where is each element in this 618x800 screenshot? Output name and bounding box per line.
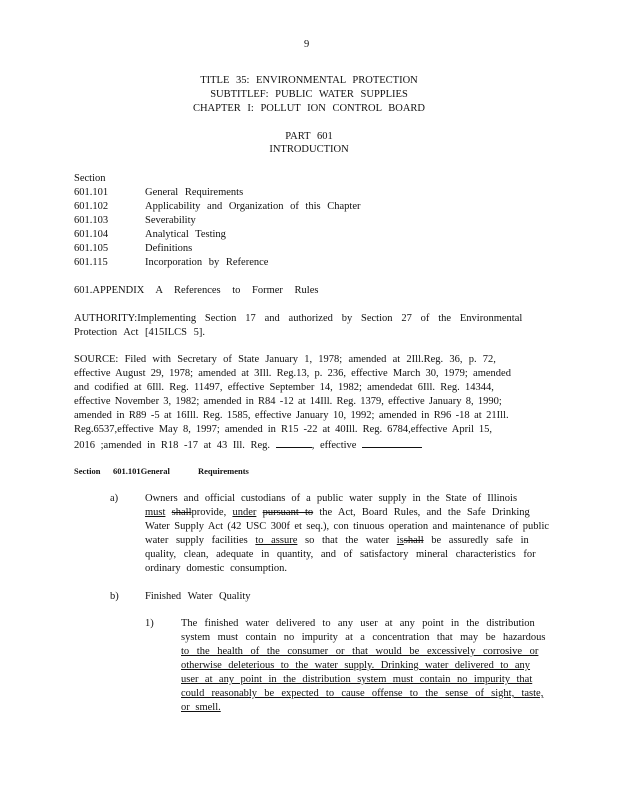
authority-line: AUTHORITY:Implementing Section 17 and authorized by Section 27 of the Environmental [74, 313, 523, 324]
toc-item-number: 601.102 [74, 201, 109, 212]
item-1-underlined-line: to the health of the consumer or that would be excessively corrosive or [181, 646, 539, 657]
page-number: 9 [304, 39, 310, 50]
source-line: effective November 3, 1982; amended in R84 -12 at 14Ill. Reg. 1379, effective January 8, 1990; [74, 396, 502, 407]
toc-item-title: Definitions [145, 243, 193, 254]
section-heading-title: 601.101General Requirements [113, 466, 249, 476]
inserted-text: must [145, 507, 166, 518]
item-1-underlined-line: otherwise deleterious to the water supply. Drinking water delivered to any [181, 660, 531, 671]
subsection-a-line: Water Supply Act (42 USC 300f et seq.), con tinuous operation and maintenance of public [145, 521, 550, 532]
source-last-mid: , effective [311, 440, 357, 451]
deleted-text: shall [171, 507, 192, 518]
plain-text: water supply facilities [145, 535, 248, 546]
toc-item-title: Analytical Testing [145, 229, 226, 240]
subsection-a-label: a) [110, 493, 119, 504]
subsection-a-line: ordinary domestic consumption. [145, 563, 288, 574]
toc-item-number: 601.104 [74, 229, 109, 240]
blank-effective-line [362, 437, 422, 448]
part-number: PART 601 [285, 131, 333, 142]
item-1-line: The finished water delivered to any user at any point in the distribution [181, 618, 535, 629]
item-1-underlined-line: could reasonably be expected to cause offense to the sense of sight, taste, [181, 688, 544, 699]
toc-appendix: 601.APPENDIX A References to Former Rules [74, 285, 319, 296]
subsection-b-label: b) [110, 591, 119, 602]
toc-item-title: General Requirements [145, 187, 244, 198]
header-subtitle-line: SUBTITLEF: PUBLIC WATER SUPPLIES [210, 89, 408, 100]
inserted-text: under [232, 507, 257, 518]
plain-text: so that the water [305, 535, 390, 546]
plain-text: be assuredly safe in [431, 535, 529, 546]
source-line: SOURCE: Filed with Secretary of State January 1, 1978; amended at 2Ill.Reg. 36, p. 72, [74, 354, 496, 365]
subsection-a-line: quality, clean, adequate in quantity, and of satisfactory mineral characteristics for [145, 549, 536, 560]
toc-item-number: 601.115 [74, 257, 108, 268]
header-chapter-line: CHAPTER I: POLLUT ION CONTROL BOARD [192, 103, 426, 114]
header-title-line: TITLE 35: ENVIRONMENTAL PROTECTION [200, 75, 418, 86]
deleted-text: shall [403, 535, 424, 546]
source-last-text: 2016 ;amended in R18 -17 at 43 Ill. Reg. [74, 440, 271, 451]
item-1-line: system must contain no impurity at a concentration that may be hazardous [181, 632, 546, 643]
toc-item-title: Severability [145, 215, 196, 226]
item-1-underlined-line: or smell. [181, 702, 221, 713]
inserted-text: to assure [255, 535, 298, 546]
item-1-label: 1) [145, 618, 154, 629]
source-line: and codified at 6Ill. Reg. 11497, effective September 14, 1982; amendedat 6Ill. Reg. 14344, [74, 382, 494, 393]
toc-item-title: Incorporation by Reference [145, 257, 269, 268]
subsection-a-line: Owners and official custodians of a public water supply in the State of Illinois [145, 493, 518, 504]
toc-item-title: Applicability and Organization of this Chapter [145, 201, 361, 212]
subsection-a-line [145, 534, 529, 547]
item-1-underlined-line: user at any point in the distribution system must contain no impurity that [181, 674, 533, 685]
toc-item-number: 601.105 [74, 243, 109, 254]
toc-item-number: 601.101 [74, 187, 109, 198]
inserted-text: is [396, 535, 404, 546]
toc-item-number: 601.103 [74, 215, 109, 226]
source-line: amended in R89 -5 at 16Ill. Reg. 1585, effective January 10, 1992; amended in R96 -18 at 21Ill. [74, 410, 509, 421]
subsection-b-title: Finished Water Quality [145, 591, 251, 602]
source-line: Reg.6537,effective May 8, 1997; amended in R15 -22 at 40Ill. Reg. 6784,effective April 15, [74, 424, 493, 435]
source-line: effective August 29, 1978; amended at 3Ill. Reg.13, p. 236, effective March 30, 1979; amended [74, 368, 511, 379]
plain-text: provide, [191, 507, 227, 518]
authority-line: Protection Act [415ILCS 5]. [74, 327, 205, 338]
source-line-last [74, 437, 422, 452]
blank-reg-line [276, 437, 312, 448]
plain-text: the Act, Board Rules, and the Safe Drinking [319, 507, 530, 518]
subsection-a-line [145, 506, 530, 519]
toc-heading: Section [74, 173, 106, 184]
section-label: Section [74, 466, 101, 476]
deleted-text: pursuant to [262, 507, 314, 518]
part-title: INTRODUCTION [269, 144, 349, 155]
